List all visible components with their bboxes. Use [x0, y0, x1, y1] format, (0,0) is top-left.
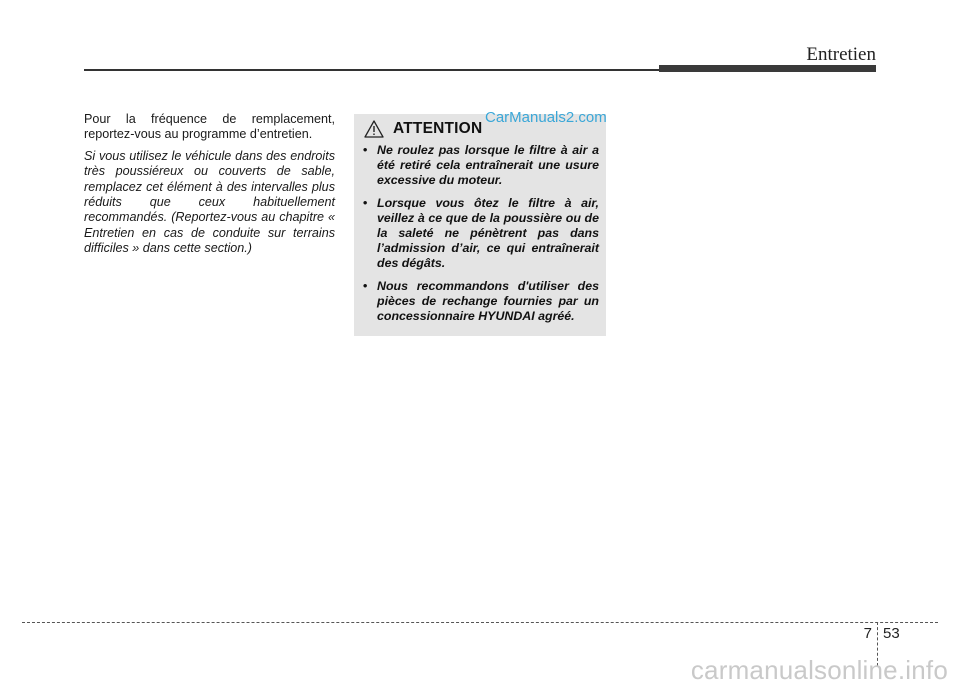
attention-item: [363, 279, 599, 325]
attention-item: [363, 143, 599, 189]
attention-box: [354, 109, 607, 336]
attention-item: [363, 196, 599, 272]
left-column: [84, 112, 335, 263]
bullet: •: [363, 143, 368, 157]
dusty-conditions-text: Si vous utilisez le véhicule dans des endroits très poussiéreux ou couverts de sable, remplacez cet élément à des intervalles plus réduits que ceux habituellement recommandés. (Reportez-vous au chapitre « Entretien en cas de conduite sur terrains difficiles » dans cette section.): [84, 148, 335, 256]
header-rule-thin: [84, 69, 659, 71]
bullet: •: [363, 278, 368, 293]
attention-item-text: Ne roulez pas lorsque le filtre à air a été retiré cela entraînerait une usure excessive du moteur.: [377, 143, 599, 188]
replacement-frequency-text: Pour la fréquence de remplacement, reportez-vous au programme d’entretien.: [84, 112, 335, 142]
header-rule-thick: [659, 65, 876, 72]
section-title: Entretien: [806, 44, 876, 65]
bullet: •: [363, 195, 368, 210]
watermark-link[interactable]: CarManuals2.com: [485, 109, 607, 126]
footer-dashed-rule: [22, 622, 938, 623]
warning-triangle-icon: [364, 120, 384, 138]
attention-item-text: Nous recommandons d'utiliser des pièces de rechange fournies par un concessionnaire HYUNDAI agréé.: [377, 278, 599, 324]
attention-list: [363, 143, 599, 331]
attention-item-text: Lorsque vous ôtez le filtre à air, veillez à ce que de la poussière ou de la saleté ne pénètrent pas dans l’admission d’air, ce qui entraînerait des dégâts.: [377, 195, 599, 271]
footer-watermark: carmanualsonline.info: [690, 655, 948, 685]
chapter-number: 7: [863, 625, 872, 642]
attention-title: ATTENTION: [393, 120, 483, 137]
page-number: 53: [883, 625, 900, 642]
attention-header: [364, 120, 482, 138]
